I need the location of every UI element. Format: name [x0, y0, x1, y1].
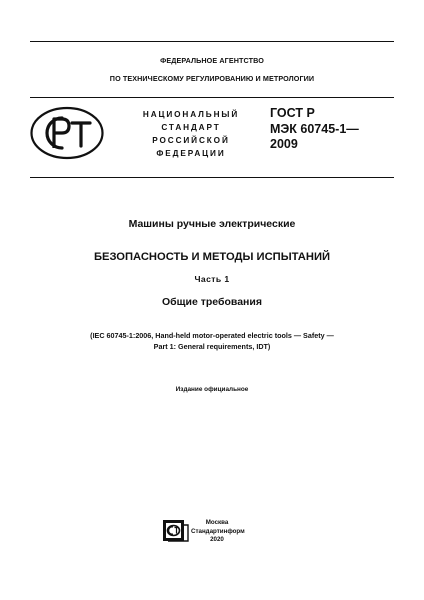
publisher-city: Москва [205, 519, 229, 526]
standard-number [270, 106, 394, 153]
agency-line-2: ПО ТЕХНИЧЕСКОМУ РЕГУЛИРОВАНИЮ И МЕТРОЛОГИИ [109, 74, 315, 83]
publication-year: 2020 [210, 536, 224, 544]
national-standard-line: ФЕДЕРАЦИИ [156, 149, 226, 158]
iec-reference-line: (IEC 60745-1:2006, Hand-held motor-operated electric tools — Safety — [90, 331, 334, 340]
top-rule [30, 41, 394, 42]
publisher-name: Стандартинформ [191, 527, 245, 535]
standard-number-line: МЭК 60745-1— [270, 121, 359, 136]
rst-certification-mark-icon [30, 106, 104, 160]
national-standard-label [128, 108, 254, 160]
publisher-info [191, 519, 243, 545]
iec-reference [0, 331, 424, 352]
national-standard-line: НАЦИОНАЛЬНЫЙ [142, 110, 240, 119]
standard-number-line: 2009 [270, 137, 298, 151]
standartinform-logo-icon [161, 517, 195, 544]
edition-label: Издание официальное [175, 386, 249, 393]
document-part: Часть 1 [194, 274, 230, 284]
national-standard-line: СТАНДАРТ [161, 123, 221, 132]
agency-line-1: ФЕДЕРАЛЬНОЕ АГЕНТСТВО [160, 56, 264, 65]
header-rule [30, 97, 394, 98]
national-standard-line: РОССИЙСКОЙ [152, 136, 230, 145]
document-subject: Машины ручные электрические [128, 218, 296, 230]
document-title: БЕЗОПАСНОСТЬ И МЕТОДЫ ИСПЫТАНИЙ [93, 251, 331, 263]
standard-number-line: ГОСТ Р [270, 106, 315, 120]
iec-reference-line: Part 1: General requirements, IDT) [153, 341, 271, 351]
document-subtitle: Общие требования [162, 296, 262, 308]
header-bottom-rule [30, 177, 394, 178]
